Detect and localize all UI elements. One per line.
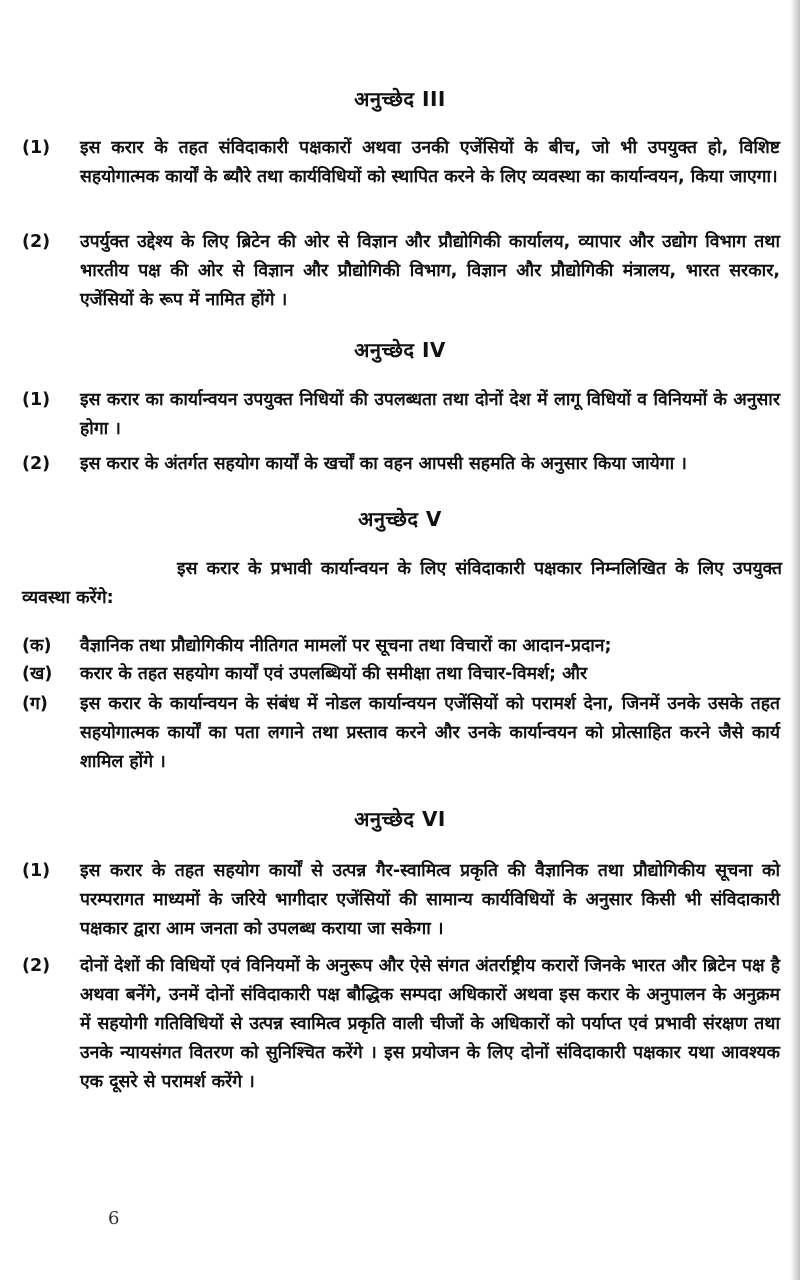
article-4-item-1-text: इस करार का कार्यान्वयन उपयुक्त निधियों की उपलब्धता तथा दोनों देश में लागू विधियों व विनियमों के अनुसार होगा । <box>80 390 780 439</box>
article-5-item-ga-number: (ग) <box>22 694 48 714</box>
article-3-item-2-number: (2) <box>22 232 51 252</box>
article-3-heading: अनुच्छेद III <box>354 87 446 111</box>
article-5-item-kha-text: करार के तहत सहयोग कार्यों एवं उपलब्धियों की समीक्षा तथा विचार-विमर्श; और <box>80 664 588 684</box>
scan-edge-shadow <box>790 0 800 1280</box>
article-3-item-1-number: (1) <box>22 138 51 158</box>
article-6-item-2-text: दोनों देशों की विधियों एवं विनियमों के अनुरूप और ऐसे संगत अंतर्राष्ट्रीय करारों जिनके भारत और ब्रिटेन पक्ष है अथवा बनेंगे, उनमें दोनों संविदाकारी पक्ष बौद्धिक सम्पदा अधिकारों अथवा इस करार के अनुपालन के अनुक्रम में सहयोगी गतिविधियों से उत्पन्न स्वामित्व प्रकृति वाली चीजों के अधिकारों को पर्याप्त एवं प्रभावी संरक्षण तथा उनके न्यायसंगत वितरण को सुनिश्चित करेंगे । इस प्रयोजन के लिए दोनों संविदाकारी पक्षकार यथा आवश्यक एक दूसरे से परामर्श करेंगे । <box>80 956 780 1092</box>
article-5-item-ka-number: (क) <box>22 636 52 656</box>
article-6-item-2-number: (2) <box>22 956 51 976</box>
article-5-item-ga-text: इस करार के कार्यान्वयन के संबंध में नोडल कार्यान्वयन एजेंसियों को परामर्श देना, जिनमें उनके उसके तहत सहयोगात्मक कार्यों का पता लगाने तथा प्रस्ताव करने और उनके कार्यान्वयन को प्रोत्साहित करने जैसे कार्य शामिल होंगे । <box>80 694 780 772</box>
article-5-heading: अनुच्छेद V <box>358 507 442 531</box>
article-6-item-1-text: इस करार के तहत सहयोग कार्यों से उत्पन्न गैर-स्वामित्व प्रकृति की वैज्ञानिक तथा प्रौद्योगिकीय सूचना को परम्परागत माध्यमों के जरिये भागीदार एजेंसियों की सामान्य कार्यविधियों के अनुसार किसी भी संविदाकारी पक्षकार द्वारा आम जनता को उपलब्ध कराया जा सकेगा । <box>80 861 780 939</box>
article-3-item-2-text: उपर्युक्त उद्देश्य के लिए ब्रिटेन की ओर से विज्ञान और प्रौद्योगिकी कार्यालय, व्यापार और उद्योग विभाग तथा भारतीय पक्ष की ओर से विज्ञान और प्रौद्योगिकी विभाग, विज्ञान और प्रौद्योगिकी मंत्रालय, भारत सरकार, एजेंसियों के रूप में नामित होंगे । <box>80 232 780 310</box>
article-6-heading: अनुच्छेद VI <box>354 807 446 831</box>
article-4-item-2-text: इस करार के अंतर्गत सहयोग कार्यों के खर्चों का वहन आपसी सहमति के अनुसार किया जायेगा । <box>80 454 687 474</box>
article-4-item-1-number: (1) <box>22 390 51 410</box>
article-5-item-kha-number: (ख) <box>22 664 53 684</box>
article-3-item-1-text: इस करार के तहत संविदाकारी पक्षकारों अथवा उनकी एजेंसियों के बीच, जो भी उपयुक्त हो, विशिष्ट सहयोगात्मक कार्यों के ब्यौरे तथा कार्यविधियों को स्थापित करने के लिए व्यवस्था का कार्यान्वयन, किया जाएगा। <box>80 138 780 187</box>
article-6-item-1-number: (1) <box>22 861 51 881</box>
article-4-heading: अनुच्छेद IV <box>354 338 446 362</box>
page-number: 6 <box>108 1208 120 1229</box>
article-4-item-2-number: (2) <box>22 454 51 474</box>
article-5-intro: इस करार के प्रभावी कार्यान्वयन के लिए संविदाकारी पक्षकार निम्नलिखित के लिए उपयुक्त व्यवस्था करेंगे: <box>22 559 782 608</box>
article-5-item-ka-text: वैज्ञानिक तथा प्रौद्योगिकीय नीतिगत मामलों पर सूचना तथा विचारों का आदान-प्रदान; <box>80 636 612 656</box>
